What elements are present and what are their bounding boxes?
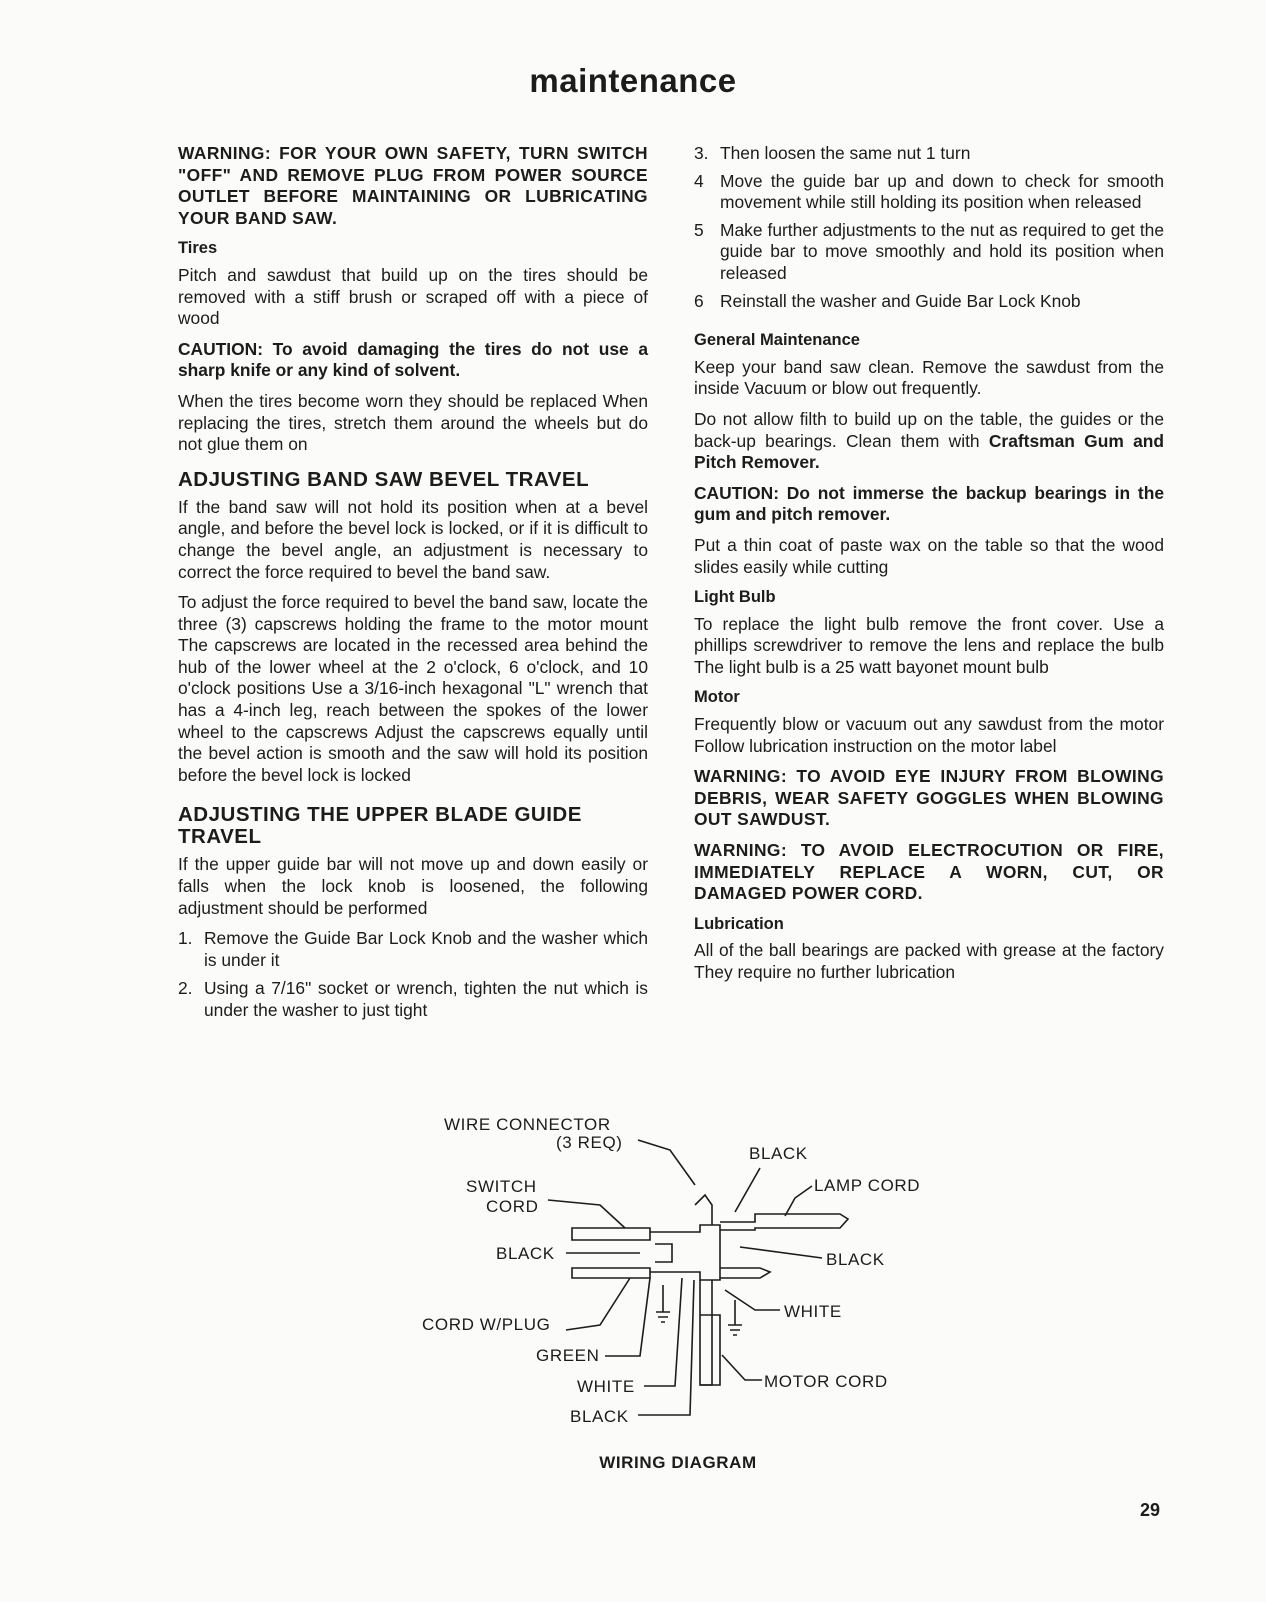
tires-paragraph-2: When the tires become worn they should be replaced When replacing the tires, stretch them around the wheels but do not glue them on: [178, 390, 648, 455]
step-number: 3.: [694, 143, 709, 163]
light-bulb-heading: Light Bulb: [694, 588, 776, 607]
page-title: maintenance: [529, 62, 737, 99]
guide-travel-heading: ADJUSTING THE UPPER BLADE GUIDE TRAVEL: [178, 803, 582, 849]
general-maintenance-heading: General Maintenance: [694, 331, 860, 350]
connector-body: [650, 1225, 720, 1280]
craftsman-remover-name: Craftsman Gum and Pitch Remover.: [694, 430, 1164, 473]
motor-paragraph: Frequently blow or vacuum out any sawdust from the motor Follow lubrication instruction on the motor label: [694, 714, 1164, 756]
label-black-bottom: BLACK: [570, 1407, 629, 1426]
general-paragraph-3: Put a thin coat of paste wax on the table so that the wood slides easily while cutting: [694, 534, 1164, 577]
leader-black-right: [740, 1247, 822, 1258]
tires-paragraph-1: Pitch and sawdust that build up on the tires should be removed with a stiff brush or scraped off with a piece of wood: [178, 264, 648, 329]
step-text: Make further adjustments to the nut as required to get the guide bar to move smoothly and hold its position when released: [720, 219, 1164, 283]
general-paragraph-2: [694, 409, 1164, 474]
label-black-left: BLACK: [496, 1244, 555, 1263]
list-item: [694, 220, 1164, 285]
bevel-paragraph-2: To adjust the force required to bevel the band saw, locate the three (3) capscrews holding the frame to the motor mount The capscrews are located in the recessed area behind the hub of the lower wheel at the 2 o'clock, 6 o'clock, and 10 o'clock positions Use a 3/16-inch hexagonal "L" wrench that has a 4-inch leg, reach between the spokes of the lower wheel to the capscrews Adjust the capscrews equally until the bevel action is smooth and the saw will hold its position before the bevel lock is locked: [178, 592, 648, 785]
guide-paragraph: If the upper guide bar will not move up and down easily or falls when the lock knob is loosened, the following adjustment should be performed: [178, 854, 648, 918]
general-paragraph-2-text: Do not allow filth to build up on the table, the guides or the back-up bearings. Clean them with: [694, 408, 1164, 451]
step-text: Remove the Guide Bar Lock Knob and the washer which is under it: [204, 928, 648, 970]
step-text: Move the guide bar up and down to check for smooth movement while still holding its position when released: [720, 170, 1164, 213]
label-req: (3 REQ): [556, 1133, 623, 1152]
bevel-paragraph-1: If the band saw will not hold its position when at a bevel angle, and before the bevel lock is locked, or if it is difficult to change the bevel angle, an adjustment is necessary to correct the force required to bevel the band saw.: [178, 496, 648, 582]
leader-wire-connector: [638, 1140, 695, 1185]
switch-cord-plug-lower: [572, 1268, 650, 1278]
safety-warning: WARNING: FOR YOUR OWN SAFETY, TURN SWITCH "OFF" AND REMOVE PLUG FROM POWER SOURCE OUTLET BEFORE MAINTAINING OR LUBRICATING YOUR BAND SAW.: [178, 143, 648, 228]
motor-heading: Motor: [694, 688, 740, 707]
list-item: [178, 928, 648, 971]
step-number: 6: [694, 290, 704, 311]
label-wire-connector: WIRE CONNECTOR: [444, 1115, 611, 1134]
general-paragraph-1: Keep your band saw clean. Remove the sawdust from the inside Vacuum or blow out frequently.: [694, 356, 1164, 399]
step-text: Reinstall the washer and Guide Bar Lock Knob: [720, 290, 1081, 311]
step-number: 1.: [178, 928, 193, 949]
ground-symbol-left: [656, 1285, 670, 1322]
list-item: [178, 978, 648, 1021]
label-white-left: WHITE: [577, 1377, 635, 1396]
label-motor-cord: MOTOR CORD: [764, 1372, 888, 1391]
lubrication-heading: Lubrication: [694, 914, 784, 933]
step-number: 4: [694, 170, 704, 191]
step-text: Then loosen the same nut 1 turn: [720, 143, 971, 163]
page-number: 29: [1140, 1500, 1161, 1520]
wire-connector-top: [695, 1195, 712, 1225]
wire-connector-left: [655, 1244, 672, 1262]
ground-symbol-right: [728, 1300, 742, 1335]
leader-white-right: [725, 1290, 780, 1310]
tires-heading: Tires: [178, 239, 218, 258]
label-lamp-cord: LAMP CORD: [814, 1176, 921, 1195]
leader-green: [605, 1278, 650, 1356]
label-switch: SWITCH: [466, 1177, 537, 1196]
label-black-top: BLACK: [749, 1144, 808, 1163]
electrocution-warning: WARNING: TO AVOID ELECTROCUTION OR FIRE, IMMEDIATELY REPLACE A WORN, CUT, OR DAMAGED POWER CORD.: [694, 840, 1164, 904]
list-item: [694, 171, 1164, 214]
motor-cord-body: [700, 1280, 712, 1385]
leader-cord-wplug: [566, 1278, 630, 1330]
list-item: [694, 143, 1164, 165]
light-bulb-paragraph: To replace the light bulb remove the front cover. Use a phillips screwdriver to remove the lens and replace the bulb The light bulb is a 25 watt bayonet mount bulb: [694, 613, 1164, 677]
label-white-right: WHITE: [784, 1302, 842, 1321]
leader-switch-cord: [548, 1200, 625, 1228]
tires-caution: CAUTION: To avoid damaging the tires do not use a sharp knife or any kind of solvent.: [178, 338, 648, 381]
right-column: [694, 143, 1164, 993]
motor-cord-sleeve: [700, 1315, 720, 1385]
switch-cord-plug-upper: [572, 1228, 650, 1240]
eye-injury-warning: WARNING: TO AVOID EYE INJURY FROM BLOWING DEBRIS, WEAR SAFETY GOGGLES WHEN BLOWING OUT SAWDUST.: [694, 766, 1164, 830]
list-item: [694, 291, 1164, 313]
step-text: Using a 7/16" socket or wrench, tighten the nut which is under the washer to just tight: [204, 978, 648, 1020]
leader-black-top: [735, 1168, 760, 1212]
step-number: 2.: [178, 978, 193, 999]
leader-lamp-cord: [785, 1186, 812, 1216]
label-green: GREEN: [536, 1346, 600, 1365]
step-number: 5: [694, 219, 704, 240]
bevel-travel-heading: ADJUSTING BAND SAW BEVEL TRAVEL: [178, 467, 590, 491]
label-black-right: BLACK: [826, 1250, 885, 1269]
wiring-diagram: [400, 1105, 960, 1475]
left-column: [178, 143, 648, 1029]
general-caution: CAUTION: Do not immerse the backup bearings in the gum and pitch remover.: [694, 482, 1164, 525]
lubrication-paragraph: All of the ball bearings are packed with grease at the factory They require no further lubrication: [694, 940, 1164, 982]
right-black-wire: [720, 1268, 770, 1278]
label-cord-wplug: CORD W/PLUG: [422, 1315, 551, 1334]
label-cord: CORD: [486, 1197, 539, 1216]
diagram-caption: WIRING DIAGRAM: [599, 1453, 757, 1472]
leader-motor-cord: [722, 1355, 762, 1380]
lamp-cord: [720, 1214, 848, 1230]
